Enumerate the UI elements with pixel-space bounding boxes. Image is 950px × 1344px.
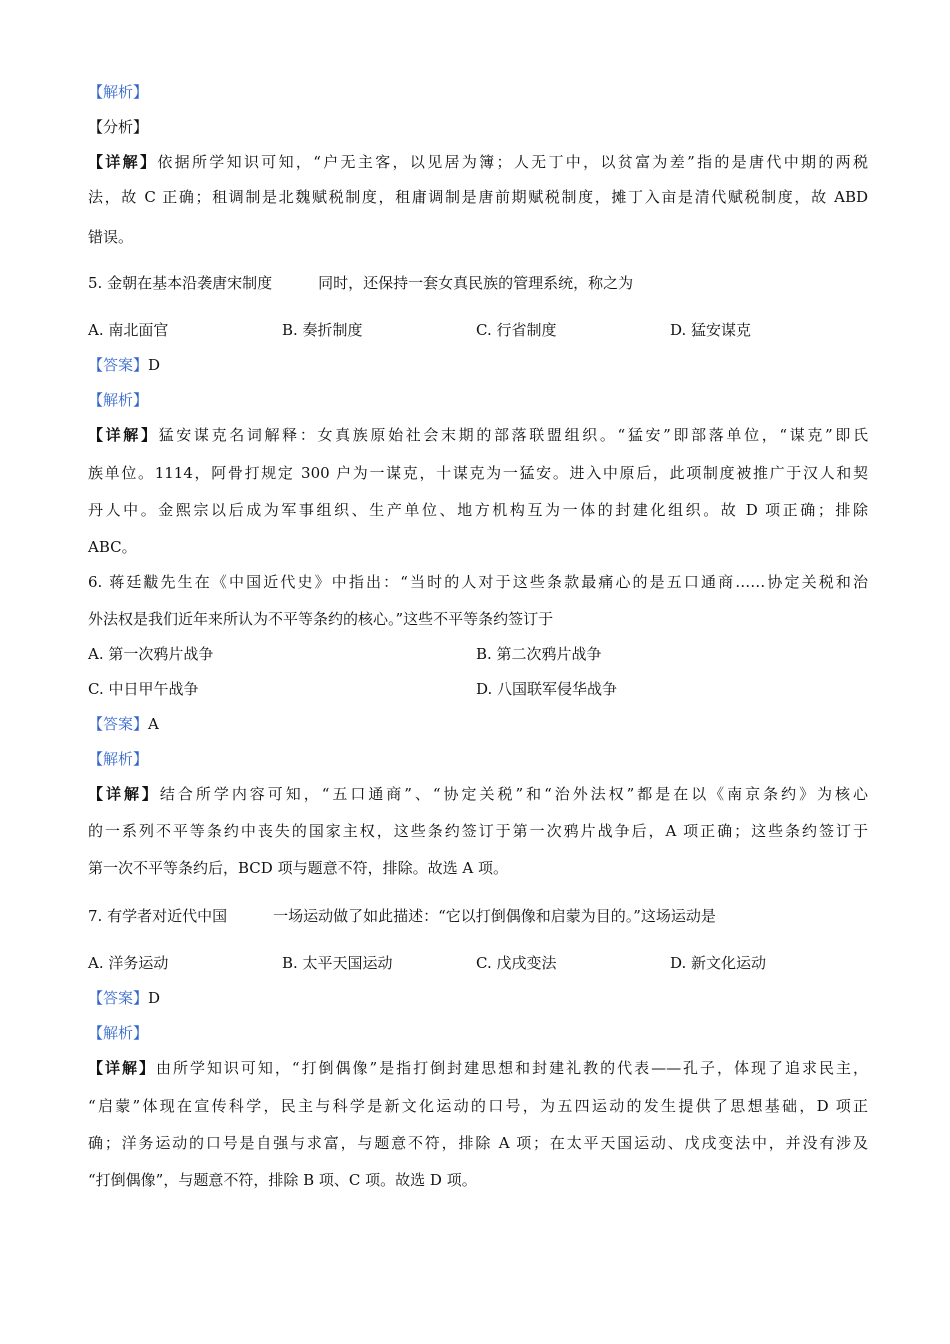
q5-detail-line-1	[88, 424, 868, 446]
q5-option-d: D. 猛安谋克	[670, 321, 752, 339]
q4-detail-label: 【详解】	[88, 153, 158, 171]
q7-detail-line-2: “启蒙”体现在宣传科学，民主与科学是新文化运动的口号，为五四运动的发生提供了思想基础，D 项正	[88, 1097, 868, 1115]
q5-stem-part-a: 5. 金朝在基本沿袭唐宋制度	[88, 274, 273, 292]
q7-detail-line-4: “打倒偶像”，与题意不符，排除 B 项、C 项。故选 D 项。	[88, 1171, 477, 1189]
q7-stem-part-b: 一场运动做了如此描述：“它以打倒偶像和启蒙为目的。”这场运动是	[273, 907, 716, 925]
q4-fenxi-label: 【分析】	[88, 118, 149, 136]
q7-stem	[88, 905, 716, 927]
q6-option-a: A. 第一次鸦片战争	[88, 645, 214, 663]
q5-detail-line-4: ABC。	[88, 538, 137, 556]
q7-option-a: A. 洋务运动	[88, 954, 169, 972]
q5-option-c: C. 行省制度	[476, 321, 557, 339]
q6-detail-line-3: 第一次不平等条约后，BCD 项与题意不符，排除。故选 A 项。	[88, 859, 508, 877]
q5-option-a: A. 南北面官	[88, 321, 169, 339]
q6-option-d: D. 八国联军侵华战争	[476, 680, 618, 698]
q5-answer-value: D	[148, 356, 161, 374]
q7-stem-part-a: 7. 有学者对近代中国	[88, 907, 228, 925]
q6-detail-line-1	[88, 783, 868, 805]
q5-detail-line-2: 族单位。1114，阿骨打规定 300 户为一谋克，十谋克为一猛安。进入中原后，此项制度被推广于汉人和契	[88, 464, 868, 482]
q7-answer-label: 【答案】	[88, 989, 149, 1007]
q6-detail-label: 【详解】	[88, 785, 160, 803]
q7-detail-label: 【详解】	[88, 1059, 156, 1077]
q7-detail-line-3: 确；洋务运动的口号是自强与求富，与题意不符，排除 A 项；在太平天国运动、戊戌变法中，并没有涉及	[88, 1134, 868, 1152]
q7-detail-text-1: 由所学知识可知，“打倒偶像”是指打倒封建思想和封建礼教的代表——孔子，体现了追求民主，	[155, 1059, 868, 1077]
q6-option-c: C. 中日甲午战争	[88, 680, 199, 698]
q7-option-c: C. 戊戌变法	[476, 954, 557, 972]
q5-stem	[88, 272, 633, 294]
q6-stem-line-2: 外法权是我们近年来所认为不平等条约的核心。”这些不平等条约签订于	[88, 610, 554, 628]
q6-option-b: B. 第二次鸦片战争	[476, 645, 602, 663]
q7-detail-line-1	[88, 1057, 868, 1079]
q5-answer-label: 【答案】	[88, 356, 149, 374]
q7-option-d: D. 新文化运动	[670, 954, 767, 972]
q6-answer-value: A	[148, 715, 159, 733]
q5-detail-text-1: 猛安谋克名词解释：女真族原始社会末期的部落联盟组织。“猛安”即部落单位，“谋克”即氏	[158, 426, 868, 444]
q5-detail-line-3: 丹人中。金熙宗以后成为军事组织、生产单位、地方机构互为一体的封建化组织。故 D 项正确；排除	[88, 501, 868, 519]
q5-jiexi-label: 【解析】	[88, 391, 149, 409]
q4-detail-line-2: 法，故 C 正确；租调制是北魏赋税制度，租庸调制是唐前期赋税制度，摊丁入亩是清代赋税制度，故 ABD	[88, 188, 868, 206]
q7-option-b: B. 太平天国运动	[282, 954, 393, 972]
q4-detail-line-1	[88, 151, 868, 173]
q6-answer-label: 【答案】	[88, 715, 149, 733]
q5-stem-part-b: 同时，还保持一套女真民族的管理系统，称之为	[318, 274, 634, 292]
q6-answer	[88, 713, 159, 735]
q7-answer	[88, 987, 160, 1009]
q5-answer	[88, 354, 160, 376]
q6-stem-line-1: 6. 蒋廷黻先生在《中国近代史》中指出：“当时的人对于这些条款最痛心的是五口通商……协定关税和治	[88, 573, 868, 591]
q7-answer-value: D	[148, 989, 161, 1007]
q7-jiexi-label: 【解析】	[88, 1024, 149, 1042]
q6-detail-text-1: 结合所学内容可知，“五口通商”、“协定关税”和“治外法权”都是在以《南京条约》为核心	[159, 785, 868, 803]
q5-option-b: B. 奏折制度	[282, 321, 363, 339]
q6-jiexi-label: 【解析】	[88, 750, 149, 768]
q5-detail-label: 【详解】	[88, 426, 159, 444]
q6-detail-line-2: 的一系列不平等条约中丧失的国家主权，这些条约签订于第一次鸦片战争后，A 项正确；这些条约签订于	[88, 822, 868, 840]
q4-detail-text-1: 依据所学知识可知，“户无主客，以见居为簿；人无丁中，以贫富为差”指的是唐代中期的两税	[157, 153, 868, 171]
q4-jiexi-label: 【解析】	[88, 83, 149, 101]
q4-detail-line-3: 错误。	[88, 228, 134, 246]
